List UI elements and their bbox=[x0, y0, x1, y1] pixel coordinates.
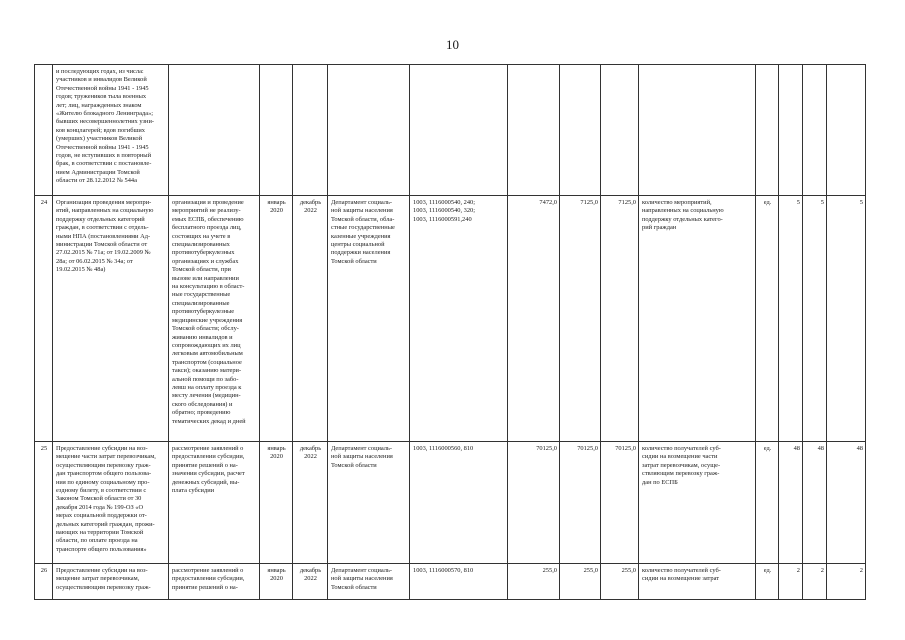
table-row bbox=[35, 564, 866, 600]
start-date: январь 2020 bbox=[260, 442, 293, 564]
amount-year-2: 255,0 bbox=[560, 564, 601, 600]
budget-codes: 1003, 1116000540, 240; 1003, 1116000540, 320; 1003, 1116000591,240 bbox=[410, 196, 508, 442]
value-year-2: 5 bbox=[803, 196, 827, 442]
unit: ед. bbox=[756, 196, 779, 442]
value-year-1 bbox=[779, 65, 803, 196]
measure-name: Предоставление субсидии на воз- мещение части затрат перевозчикам, осуществляющим перевозку граж- дан транспортом общего пользова- ния по единому социальному про- ездному билету, в соответствии с Законом Томской области от 30 декабря 2014 года № 199-ОЗ «О мерах социальной поддержки от- дельных категорий граждан, прожи- вающих на территории Томской области, по оплате проезда на транспорте общего пользования» bbox=[53, 442, 169, 564]
value-year-1: 5 bbox=[779, 196, 803, 442]
measure-name: и последующих годах, из числа: участников и инвалидов Великой Отечественной войны 1941 - 1945 годов; тружеников тыла военных лет; лиц, награжденных знаком «Жителю блокадного Ленинграда»; бывших несовершеннолетних узни- ков концлагерей; вдов погибших (умерших) участников Великой Отечественной войны 1941 - 1945 годов, не вступивших в повторный брак, в соответствии с постановле- нием Администрации Томской области от 28.12.2012 № 544а bbox=[53, 65, 169, 196]
amount-year-1: 7472,0 bbox=[508, 196, 560, 442]
measure-content: организация и проведение мероприятий не реализу- емых ЕСПБ, обеспечению бесплатного проезда лиц, состоящих на учете в специализированных противотуберкулезных организациях и службах Томской области, при вызове или направлении на консультацию в област- ные государственные специализированные противотуберкулезные медицинские учреждения Томской области; обслу- живанию инвалидов и сопровождающих их лиц легковым автомобильным транспортом (социальное такси); оказанию матери- альной помощи по забо- левш на оплату проезда к месту лечения (медицин- ского обследования) и обратно; проведению тематических декад и дней bbox=[169, 196, 260, 442]
row-number bbox=[35, 65, 53, 196]
budget-codes: 1003, 1116000570, 810 bbox=[410, 564, 508, 600]
executor bbox=[328, 65, 410, 196]
measure-content: рассмотрение заявлений о предоставлении субсидии, принятие решений о на- bbox=[169, 564, 260, 600]
executor: Департамент социаль- ной защиты населения Томской области, обла- стные государственные казенные учреждения центры социальной поддержки населения Томской области bbox=[328, 196, 410, 442]
measure-name: Организация проведения меропри- ятий, направленных на социальную поддержку отдельных категорий граждан, в соответствии с отдель- ными НПА (постановлениями Ад- министрации Томской области от 27.02.2015 № 71а; от 19.02.2009 № 28а; от 06.02.2015 № 34а; от 19.02.2015 № 48а) bbox=[53, 196, 169, 442]
value-year-3: 2 bbox=[827, 564, 866, 600]
unit: ед. bbox=[756, 564, 779, 600]
indicator bbox=[639, 65, 756, 196]
amount-year-1: 255,0 bbox=[508, 564, 560, 600]
value-year-2 bbox=[803, 65, 827, 196]
value-year-1: 2 bbox=[779, 564, 803, 600]
row-number: 26 bbox=[35, 564, 53, 600]
amount-year-3: 70125,0 bbox=[601, 442, 639, 564]
end-date: декабрь 2022 bbox=[293, 442, 328, 564]
start-date: январь 2020 bbox=[260, 564, 293, 600]
amount-year-2 bbox=[560, 65, 601, 196]
program-table bbox=[34, 64, 866, 600]
end-date: декабрь 2022 bbox=[293, 564, 328, 600]
executor: Департамент социаль- ной защиты населения Томской области bbox=[328, 442, 410, 564]
value-year-3: 48 bbox=[827, 442, 866, 564]
budget-codes bbox=[410, 65, 508, 196]
table-row bbox=[35, 65, 866, 196]
indicator: количество мероприятий, направленных на социальную поддержку отдельных катего- рий граждан bbox=[639, 196, 756, 442]
page-number: 10 bbox=[446, 37, 459, 52]
value-year-3: 5 bbox=[827, 196, 866, 442]
value-year-3 bbox=[827, 65, 866, 196]
budget-codes: 1003, 1116000560, 810 bbox=[410, 442, 508, 564]
unit: ед. bbox=[756, 442, 779, 564]
amount-year-3: 255,0 bbox=[601, 564, 639, 600]
measure-content: рассмотрение заявлений о предоставлении субсидии, принятие решений о на- значении субсидии, расчет денежных субсидий, вы- плата субсидии bbox=[169, 442, 260, 564]
amount-year-2: 70125,0 bbox=[560, 442, 601, 564]
amount-year-1: 70125,0 bbox=[508, 442, 560, 564]
executor: Департамент социаль- ной защиты населения Томской области bbox=[328, 564, 410, 600]
value-year-2: 2 bbox=[803, 564, 827, 600]
start-date bbox=[260, 65, 293, 196]
amount-year-3 bbox=[601, 65, 639, 196]
amount-year-1 bbox=[508, 65, 560, 196]
indicator: количество получателей суб- сидии на возмещение затрат bbox=[639, 564, 756, 600]
value-year-2: 48 bbox=[803, 442, 827, 564]
start-date: январь 2020 bbox=[260, 196, 293, 442]
table-row bbox=[35, 196, 866, 442]
row-number: 25 bbox=[35, 442, 53, 564]
end-date: декабрь 2022 bbox=[293, 196, 328, 442]
row-number: 24 bbox=[35, 196, 53, 442]
end-date bbox=[293, 65, 328, 196]
measure-name: Предоставление субсидии на воз- мещение затрат перевозчикам, осуществляющим перевозку граж- bbox=[53, 564, 169, 600]
amount-year-3: 7125,0 bbox=[601, 196, 639, 442]
amount-year-2: 7125,0 bbox=[560, 196, 601, 442]
measure-content bbox=[169, 65, 260, 196]
unit bbox=[756, 65, 779, 196]
indicator: количество получателей суб- сидии на возмещение части затрат перевозчикам, осуще- ствляющим перевозку граж- дан по ЕСПБ bbox=[639, 442, 756, 564]
table-row bbox=[35, 442, 866, 564]
value-year-1: 48 bbox=[779, 442, 803, 564]
